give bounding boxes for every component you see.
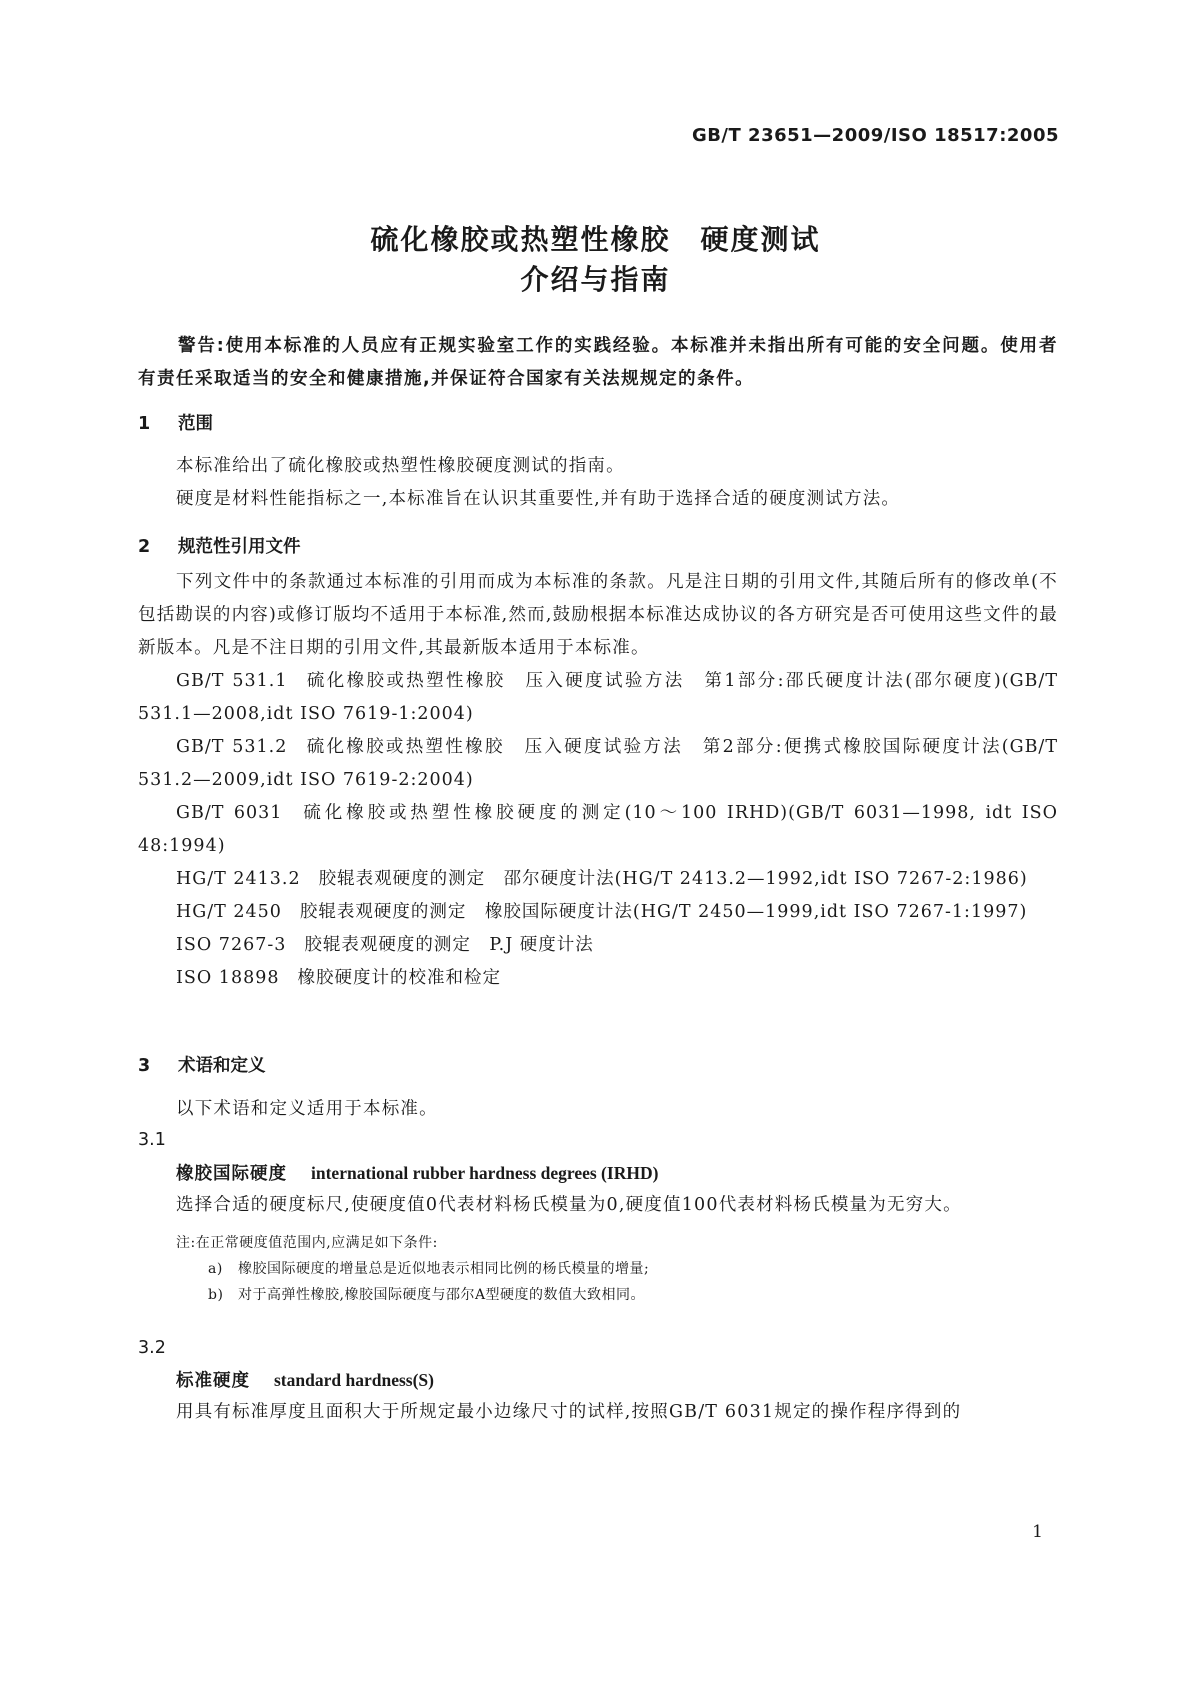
note-item-label: b) — [208, 1287, 224, 1303]
note-item — [138, 1256, 1058, 1282]
note-item — [138, 1282, 1058, 1308]
reference-text: 硫化橡胶或热塑性橡胶 压入硬度试验方法 第2部分:便携式橡胶国际硬度计法(GB/T 531.2—2009,idt ISO 7619-2:2004) — [138, 737, 1059, 790]
section-2-body — [138, 566, 1058, 995]
reference-item — [138, 962, 1058, 995]
term-zh: 橡胶国际硬度 — [176, 1164, 287, 1184]
term-heading — [138, 1367, 1058, 1392]
title-line-1: 硫化橡胶或热塑性橡胶 硬度测试 — [370, 223, 821, 256]
section-heading — [138, 533, 1058, 558]
term-zh: 标准硬度 — [176, 1371, 250, 1391]
term-definition: 用具有标准厚度且面积大于所规定最小边缘尺寸的试样,按照GB/T 6031规定的操作程序得到的 — [176, 1402, 962, 1422]
reference-code: ISO 7267-3 — [176, 935, 287, 955]
standard-id: GB/T 23651—2009/ISO 18517:2005 — [691, 125, 1059, 146]
section-number: 1 — [138, 414, 151, 434]
reference-item — [138, 929, 1058, 962]
section-title: 规范性引用文件 — [178, 537, 301, 557]
warning-block — [138, 330, 1058, 396]
reference-code: GB/T 6031 — [176, 803, 283, 823]
reference-text: 胶辊表观硬度的测定 P.J 硬度计法 — [304, 935, 594, 955]
reference-item — [138, 731, 1058, 797]
term-3-1-body — [138, 1160, 1058, 1308]
note-item-label: a) — [208, 1261, 223, 1277]
reference-code: HG/T 2413.2 — [176, 869, 301, 889]
reference-item — [138, 863, 1058, 896]
term-3-2-body — [138, 1367, 1058, 1429]
warning-text: 警告:使用本标准的人员应有正规实验室工作的实践经验。本标准并未指出所有可能的安全问题。使用者有责任采取适当的安全和健康措施,并保证符合国家有关法规规定的条件。 — [138, 336, 1058, 389]
section-heading — [138, 410, 1058, 435]
section-heading — [138, 1052, 1058, 1077]
section-title: 术语和定义 — [178, 1056, 266, 1076]
term-number: 3.1 — [138, 1130, 166, 1150]
paragraph-intro: 下列文件中的条款通过本标准的引用而成为本标准的条款。凡是注日期的引用文件,其随后所有的修改单(不包括勘误的内容)或修订版均不适用于本标准,然而,鼓励根据本标准达成协议的各方研究是否可使用这些文件的最新版本。凡是不注日期的引用文件,其最新版本适用于本标准。 — [138, 572, 1058, 658]
term-number: 3.2 — [138, 1338, 166, 1358]
reference-item — [138, 797, 1058, 863]
note: 注:在正常硬度值范围内,应满足如下条件: — [176, 1235, 438, 1251]
term-en: standard hardness(S) — [274, 1370, 434, 1390]
title-line-2: 介绍与指南 — [520, 263, 671, 296]
reference-code: GB/T 531.1 — [176, 671, 288, 691]
page-number: 1 — [1032, 1522, 1043, 1542]
note-item-text: 橡胶国际硬度的增量总是近似地表示相同比例的杨氏模量的增量; — [238, 1261, 650, 1277]
paragraph: 硬度是材料性能指标之一,本标准旨在认识其重要性,并有助于选择合适的硬度测试方法。 — [176, 489, 901, 509]
term-heading — [138, 1160, 1058, 1185]
reference-text: 硫化橡胶或热塑性橡胶 压入硬度试验方法 第1部分:邵氏硬度计法(邵尔硬度)(GB/T 531.1—2008,idt ISO 7619-1:2004) — [138, 671, 1058, 724]
term-definition: 选择合适的硬度标尺,使硬度值0代表材料杨氏模量为0,硬度值100代表材料杨氏模量为无穷大。 — [176, 1195, 962, 1215]
paragraph-intro: 以下术语和定义适用于本标准。 — [176, 1099, 438, 1119]
term-3-2 — [138, 1338, 1058, 1358]
reference-text: 胶辊表观硬度的测定 橡胶国际硬度计法(HG/T 2450—1999,idt ISO 7267-1:1997) — [299, 902, 1028, 922]
paragraph: 本标准给出了硫化橡胶或热塑性橡胶硬度测试的指南。 — [176, 456, 625, 476]
section-2 — [138, 533, 1058, 558]
term-3-1 — [138, 1130, 1058, 1150]
reference-code: HG/T 2450 — [176, 902, 282, 922]
section-1-body — [138, 450, 1058, 516]
section-number: 3 — [138, 1056, 151, 1076]
reference-text: 硫化橡胶或热塑性橡胶硬度的测定(10～100 IRHD)(GB/T 6031—1998, idt ISO 48:1994) — [138, 803, 1059, 856]
section-1 — [138, 410, 1058, 435]
section-number: 2 — [138, 537, 151, 557]
reference-item — [138, 665, 1058, 731]
reference-item — [138, 896, 1058, 929]
reference-text: 胶辊表观硬度的测定 邵尔硬度计法(HG/T 2413.2—1992,idt ISO 7267-2:1986) — [318, 869, 1028, 889]
section-3 — [138, 1052, 1058, 1077]
reference-code: GB/T 531.2 — [176, 737, 288, 757]
reference-text: 橡胶硬度计的校准和检定 — [297, 968, 501, 988]
term-en: international rubber hardness degrees (IRHD) — [311, 1163, 659, 1183]
reference-code: ISO 18898 — [176, 968, 280, 988]
note-item-text: 对于高弹性橡胶,橡胶国际硬度与邵尔A型硬度的数值大致相同。 — [238, 1287, 646, 1303]
section-title: 范围 — [178, 414, 213, 434]
section-3-body — [138, 1093, 1058, 1126]
